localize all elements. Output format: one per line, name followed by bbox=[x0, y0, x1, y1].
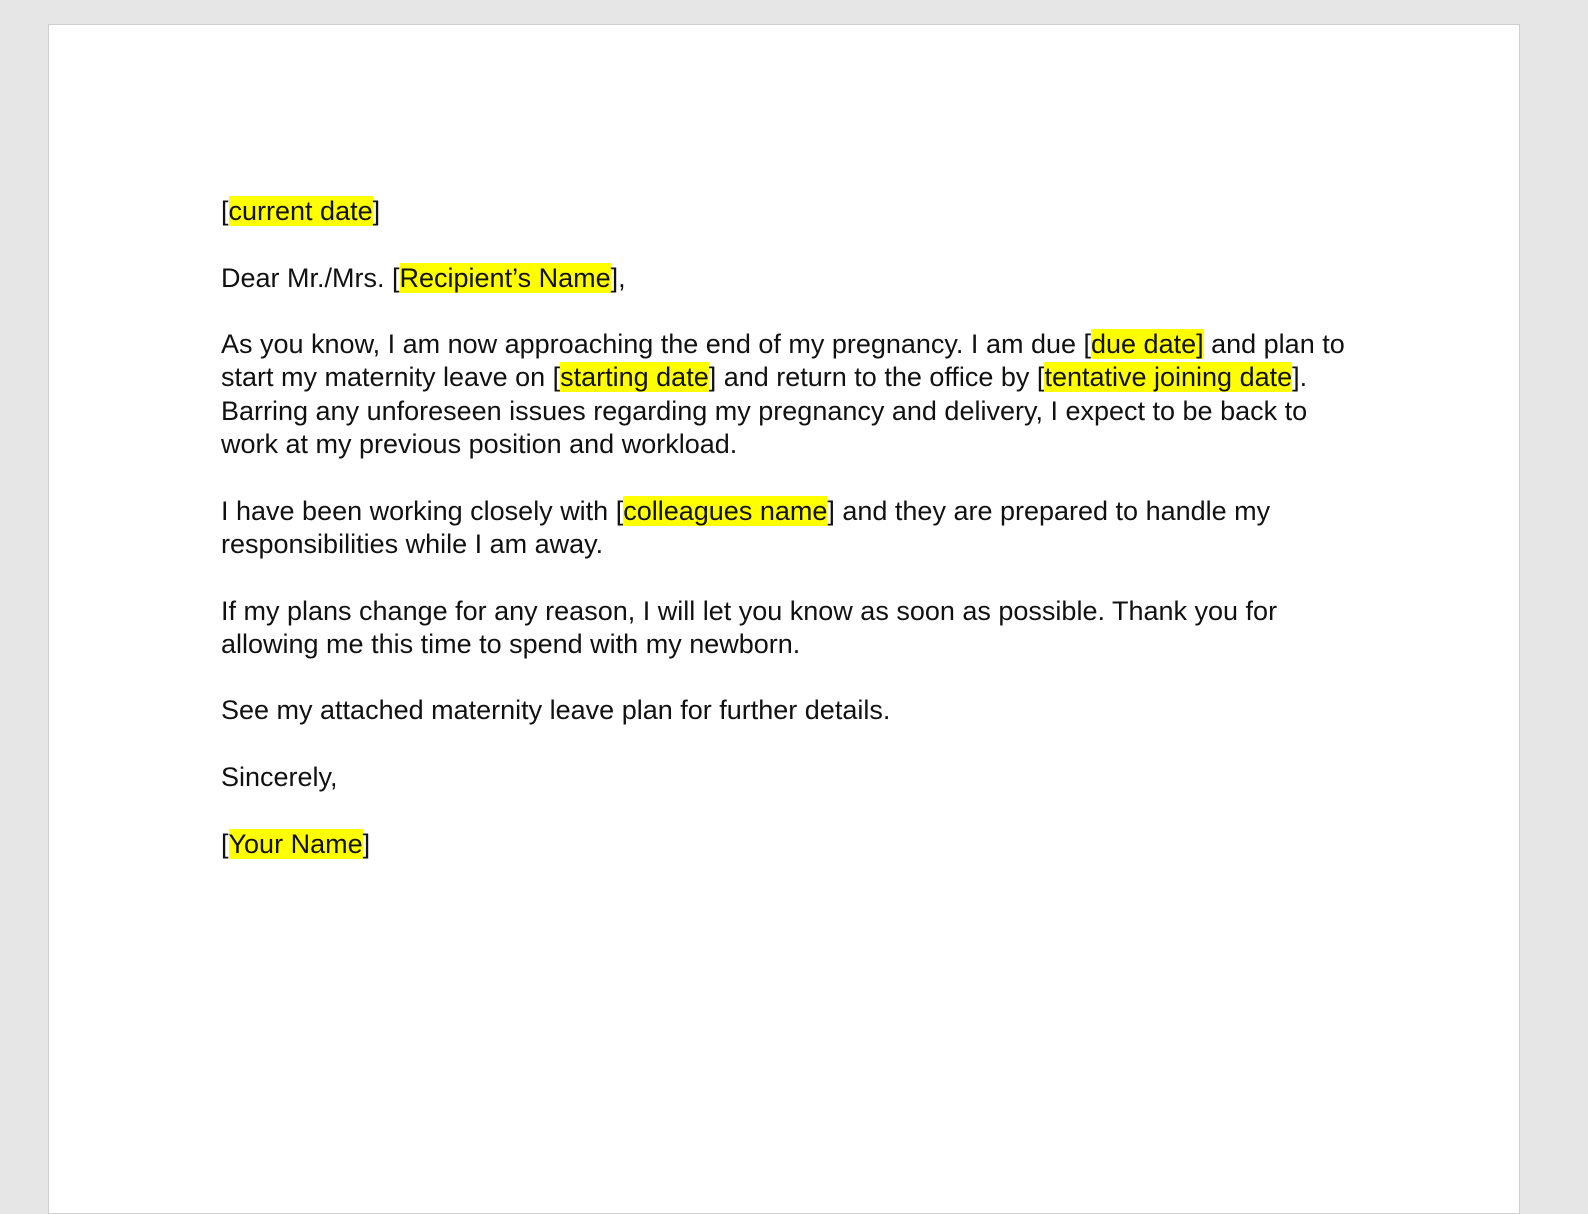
paragraph-due-date bbox=[221, 328, 1361, 461]
paragraph-attachment: See my attached maternity leave plan for further details. bbox=[221, 695, 891, 726]
paragraph-colleague bbox=[221, 495, 1361, 562]
paragraph-text: and plan to start my maternity leave on [ bbox=[221, 329, 1345, 393]
paragraph-text: ] and they are prepared to handle my responsibilities while I am away. bbox=[221, 495, 1271, 559]
bracket-open: [ bbox=[221, 828, 229, 859]
starting-date-placeholder: starting date bbox=[560, 362, 709, 393]
bracket-close: ] bbox=[362, 828, 371, 859]
bracket-close: ] bbox=[372, 196, 381, 226]
document-page bbox=[48, 24, 1520, 1214]
your-name-placeholder: Your Name bbox=[228, 828, 363, 859]
colleagues-name-placeholder: colleagues name bbox=[623, 495, 828, 526]
paragraph-text: ] and return to the office by [ bbox=[708, 362, 1045, 393]
due-date-placeholder: due date] bbox=[1091, 329, 1204, 360]
salutation-suffix: ], bbox=[610, 262, 626, 293]
salutation-prefix: Dear Mr./Mrs. [ bbox=[221, 262, 400, 293]
letter-body bbox=[221, 195, 1361, 894]
current-date-placeholder: current date bbox=[228, 196, 373, 226]
salutation bbox=[221, 262, 1361, 295]
bracket-open: [ bbox=[221, 196, 229, 226]
paragraph-text: I have been working closely with [ bbox=[221, 495, 624, 526]
paragraph-text: ]. Barring any unforeseen issues regarding my pregnancy and delivery, I expect to be back to work at my previous position and workload. bbox=[221, 362, 1308, 460]
closing: Sincerely, bbox=[221, 762, 338, 793]
paragraph-text: As you know, I am now approaching the end of my pregnancy. I am due [ bbox=[221, 329, 1091, 360]
date-line bbox=[221, 195, 1361, 228]
tentative-joining-date-placeholder: tentative joining date bbox=[1044, 362, 1293, 393]
signature-line bbox=[221, 828, 1361, 861]
paragraph-plans-change: If my plans change for any reason, I will let you know as soon as possible. Thank you for allowing me this time to spend with my newborn. bbox=[221, 595, 1278, 659]
recipient-name-placeholder: Recipient’s Name bbox=[399, 262, 611, 293]
